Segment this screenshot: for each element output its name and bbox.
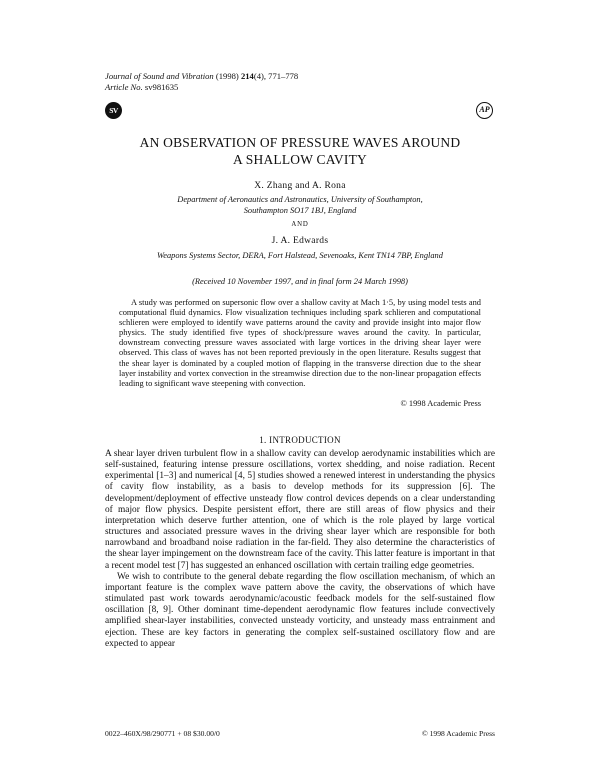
abstract-copyright: © 1998 Academic Press	[400, 399, 481, 408]
footer-copyright: © 1998 Academic Press	[421, 729, 495, 738]
section-heading: 1. INTRODUCTION	[259, 435, 341, 445]
journal-volume: 214	[240, 71, 254, 81]
paragraph: We wish to contribute to the general debate regarding the flow oscillation mechanism, of which an important feature is the complex wave pattern above the cavity, the observations of which have stimulated past work towards aerodynamic/acoustic feedback models for the self-sustained flow oscillation [8, 9]. Other dominant time-dependent aerodynamic flow features include convectively amplified shear-layer instabilities, convected unsteady vorticity, and unsteady mass entrainment and ejection. These are key factors in generating the complex self-sustained oscillatory flow and are expected to appear	[105, 571, 495, 649]
and-separator: AND	[291, 221, 309, 228]
title-line-2: A SHALLOW CAVITY	[233, 152, 367, 167]
journal-citation	[105, 71, 298, 82]
abstract: A study was performed on supersonic flow over a shallow cavity at Mach 1·5, by using model tests and computational fluid dynamics. Flow visualization techniques including spark schlieren and computational schlieren were employed to identify wave patterns around the cavity and provide insight into major flow physics. The study identified five types of shock/pressure waves around the cavity. In particular, downstream convecting pressure waves associated with large vortices in the driving shear layer were observed. This class of waves has not been reported previously in the open literature. Results suggest that the shear layer is dominated by a coupled motion of flapping in the transverse direction due to the shear layer instability and vortex convection in the streamwise direction due to the non-linear propagation effects leading to significant wave steepening with convection.	[119, 298, 481, 388]
received-dates: (Received 10 November 1997, and in final form 24 March 1998)	[192, 277, 408, 286]
footer-code: 0022–460X/98/290771 + 08 $30.00/0	[105, 729, 220, 738]
article-number: sv981635	[144, 82, 179, 92]
paragraph: A shear layer driven turbulent flow in a shallow cavity can develop aerodynamic instabilities which are self-sustained, featuring intense pressure oscillations, vortex shedding, and noise radiation. Recent experimental [1–3] and numerical [4, 5] studies showed a renewed interest in understanding the physics of cavity flow instability, as a basis to develop methods for its suppression [6]. The development/deployment of effective unsteady flow control devices depends on a clear understanding of major flow physics. Despite persistent effort, there are still areas of flow physics and their interpretation which deserve further attention, one of which is the role played by large vortical structures and associated pressure waves in the driving shear layer which are responsible for both narrowband and broadband noise radiation in the far-field. They also determine the characteristics of the shear layer impingement on the downstream face of the cavity. This latter feature is important in that a recent model test [7] has suggested an enhanced oscillation with certain trailing edge geometries.	[105, 449, 495, 571]
article-id	[105, 82, 178, 93]
title-line-1: AN OBSERVATION OF PRESSURE WAVES AROUND	[139, 135, 461, 150]
journal-year: (1998)	[215, 71, 239, 81]
affiliation-1-line-2: Southampton SO17 1BJ, England	[243, 206, 357, 215]
article-label: Article No.	[105, 82, 143, 92]
author-2: J. A. Edwards	[271, 236, 329, 246]
logo-sv-text: SV	[109, 106, 118, 115]
paper-title	[105, 134, 495, 168]
academic-press-logo-icon	[476, 102, 493, 119]
journal-name: Journal of Sound and Vibration	[105, 71, 214, 81]
body-text	[105, 449, 495, 650]
logo-ap-text: AP	[479, 105, 490, 114]
affiliation-2: Weapons Systems Sector, DERA, Fort Halstead, Sevenoaks, Kent TN14 7BP, England	[157, 251, 443, 260]
affiliation-1	[105, 194, 495, 216]
authors: X. Zhang and A. Rona	[254, 181, 346, 191]
journal-sv-logo-icon	[105, 102, 122, 119]
journal-issue-pages: (4), 771–778	[253, 71, 299, 81]
affiliation-1-line-1: Department of Aeronautics and Astronautics, University of Southampton,	[177, 195, 423, 204]
